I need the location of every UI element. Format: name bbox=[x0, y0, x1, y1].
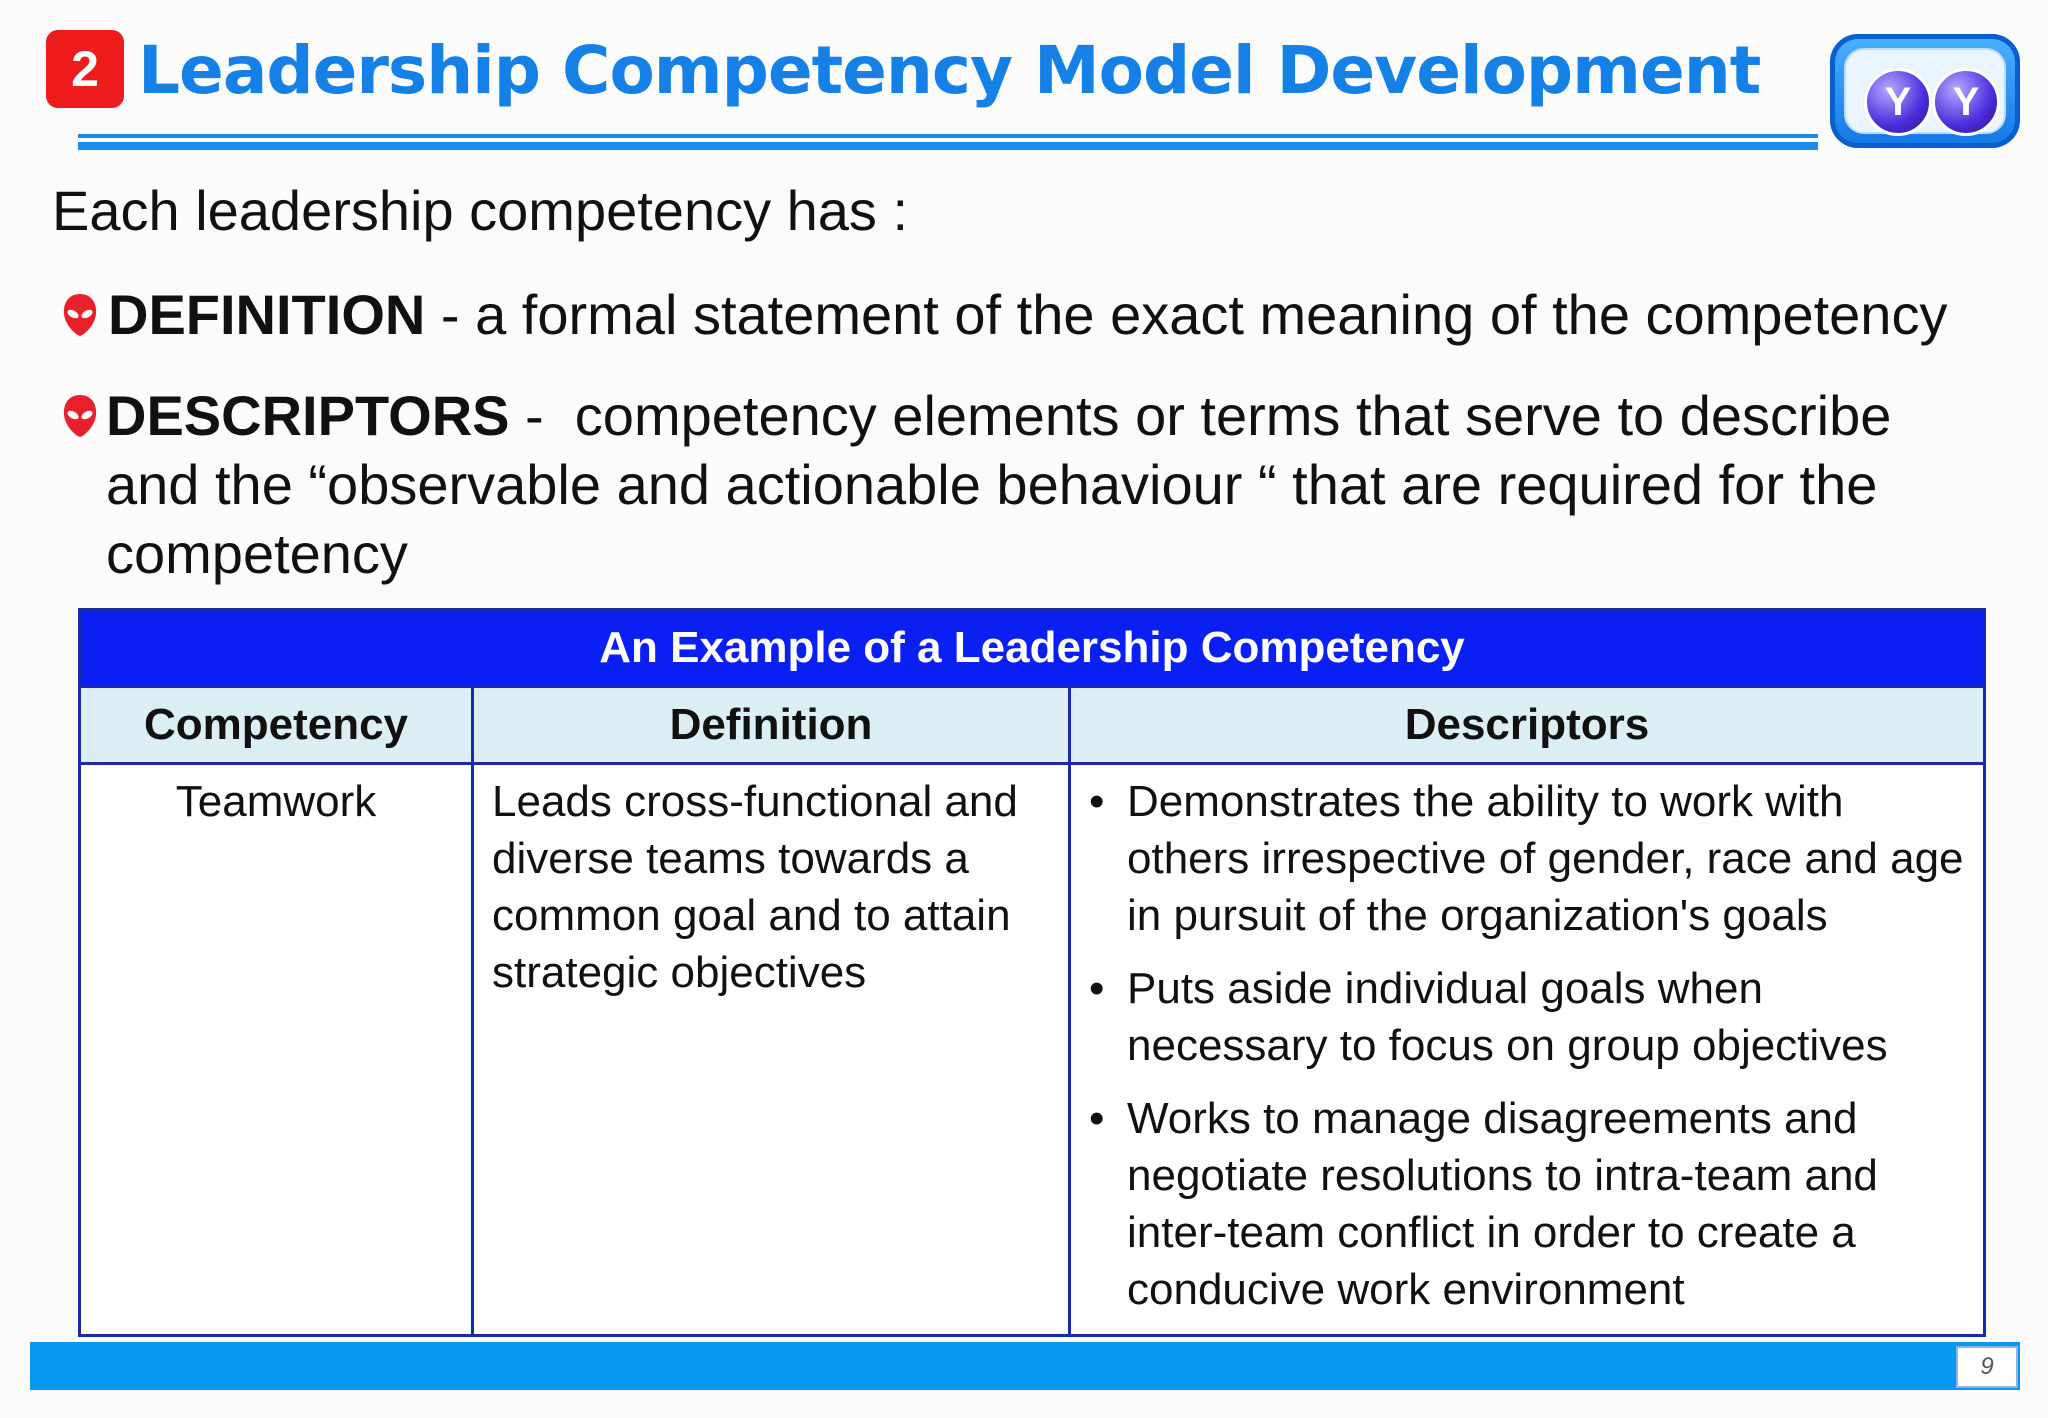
descriptors-cell bbox=[1070, 764, 1985, 1336]
company-logo bbox=[1830, 34, 2020, 148]
title-underline bbox=[78, 134, 1818, 138]
descriptor-text: Works to manage disagreements and negotiate resolutions to intra-team and inter-team conflict in order to create a conducive work environment bbox=[1127, 1094, 1878, 1314]
alien-head-icon bbox=[62, 393, 98, 439]
bullet-dot-icon: • bbox=[1089, 964, 1105, 1013]
definition-description: - a formal statement of the exact meaning of the competency bbox=[425, 283, 1948, 346]
descriptor-text: Demonstrates the ability to work with others irrespective of gender, race and age in pursuit of the organization's goals bbox=[1127, 777, 1964, 940]
table-row bbox=[80, 764, 1985, 1336]
descriptors-description-line2: and the “observable and actionable behaviour “ that are required for the bbox=[106, 453, 1878, 516]
competency-example-table bbox=[78, 608, 1986, 1337]
table-caption: An Example of a Leadership Competency bbox=[80, 610, 1985, 687]
column-header-definition: Definition bbox=[473, 687, 1070, 764]
bullet-dot-icon: • bbox=[1089, 1094, 1105, 1143]
alien-head-icon bbox=[62, 292, 98, 338]
logo-frame bbox=[1844, 48, 2006, 134]
term-descriptors: DESCRIPTORS bbox=[106, 384, 510, 447]
descriptors-list bbox=[1089, 773, 1973, 1318]
footer-bar bbox=[30, 1342, 2020, 1390]
title-underline-thick bbox=[78, 142, 1818, 150]
column-header-competency: Competency bbox=[80, 687, 473, 764]
logo-letter-1: Y bbox=[1864, 68, 1932, 136]
descriptors-description-line1: - competency elements or terms that serve to describe bbox=[509, 384, 1892, 447]
term-definition: DEFINITION bbox=[108, 283, 426, 346]
section-number-badge: 2 bbox=[46, 30, 124, 108]
intro-text: Each leadership competency has : bbox=[52, 179, 909, 242]
descriptor-text: Puts aside individual goals when necessary to focus on group objectives bbox=[1127, 964, 1888, 1070]
bullet-dot-icon: • bbox=[1089, 777, 1105, 826]
page-title: Leadership Competency Model Development bbox=[138, 32, 1761, 109]
column-header-descriptors: Descriptors bbox=[1070, 687, 1985, 764]
logo-letter-2: Y bbox=[1932, 68, 2000, 136]
definition-cell: Leads cross-functional and diverse teams towards a common goal and to attain strategic objectives bbox=[473, 764, 1070, 1336]
page-number: 9 bbox=[1956, 1346, 2018, 1388]
list-item bbox=[1089, 1090, 1973, 1318]
list-item bbox=[1089, 960, 1973, 1074]
descriptors-description-line3: competency bbox=[106, 522, 408, 585]
competency-cell: Teamwork bbox=[80, 764, 473, 1336]
list-item bbox=[1089, 773, 1973, 944]
